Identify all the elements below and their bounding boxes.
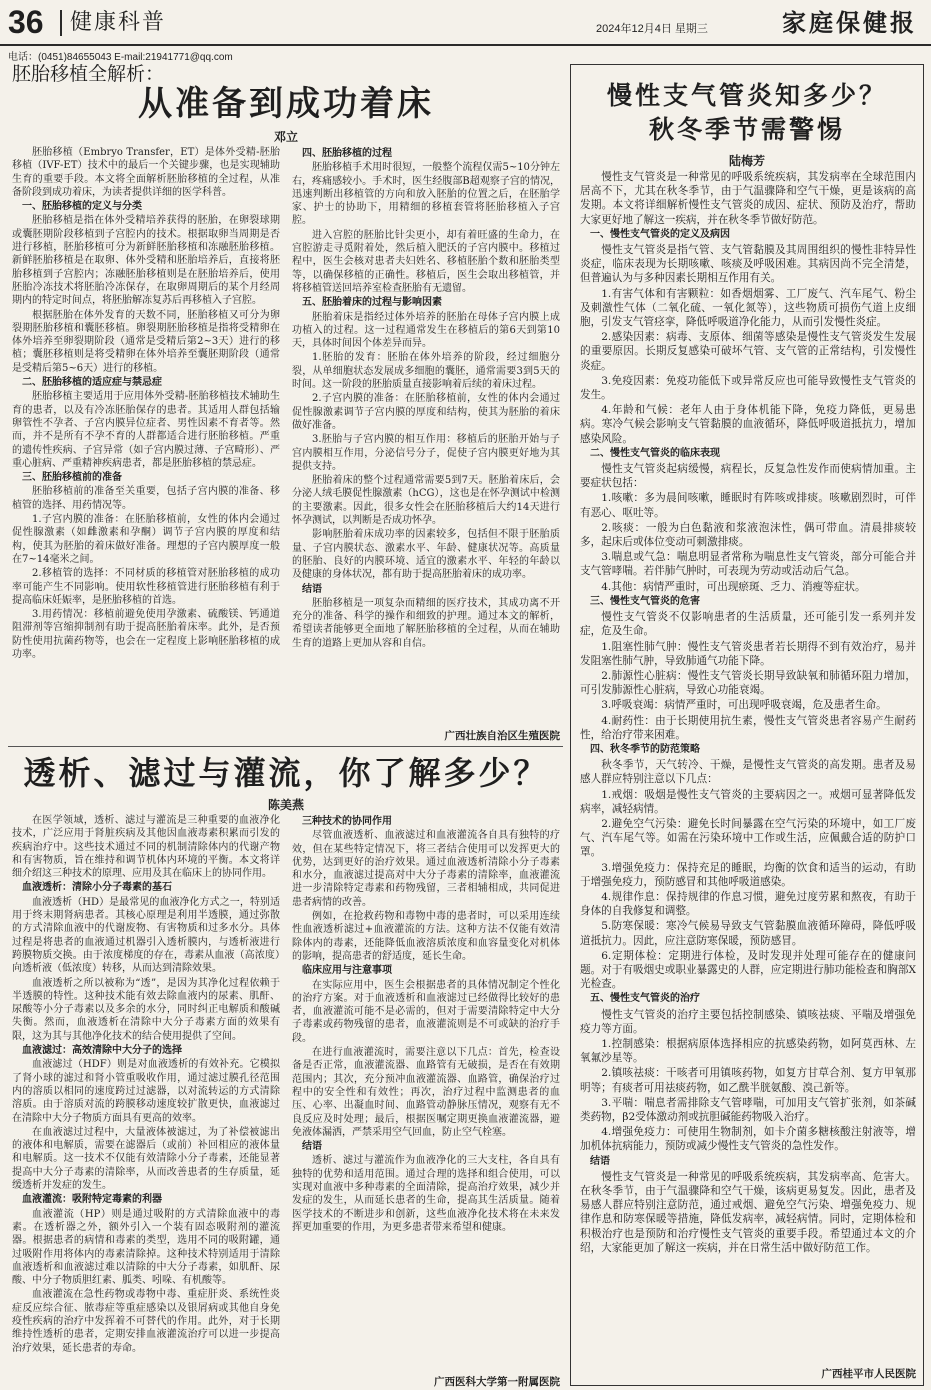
subhead: 一、胚胎移植的定义与分类 <box>22 201 142 213</box>
paragraph: 2.镇咳祛痰：干咳者可用镇咳药物，如复方甘草合剂、复方甲氧那明等；有痰者可用祛痰药物，如乙酰半胱氨酸、溴己新等。 <box>580 1067 916 1094</box>
page-number: 36 <box>8 4 44 40</box>
paragraph: 胚胎着床的整个过程通常需要5到7天。胚胎着床后，会分泌人绒毛膜促性腺激素（hCG），这也是在怀孕测试中检测的主要激素。因此，很多女性会在胚胎移植后大约14天进行怀孕测试，以判断是否成功怀孕。 <box>292 475 560 527</box>
paragraph: 3.喘息或气急：喘息明显者常称为喘息性支气管炎，部分可能合并支气管哮喘。若伴肺气肿时，可表现为劳动或活动后气急。 <box>580 551 916 578</box>
paragraph: 根据胚胎在体外发育的天数不同，胚胎移植又可分为卵裂期胚胎移植和囊胚移植。卵裂期胚胎移植是指将受精卵在体外培养至卵裂期阶段（通常是受精后第2~3天）进行的移植；囊胚移植则是将受精卵在体外培养至囊胚期阶段（通常是受精后第5~6天）进行的移植。 <box>12 309 280 374</box>
paragraph: 2.感染因素：病毒、支原体、细菌等感染是慢性支气管炎发生发展的重要原因。长期反复感染可破坏气管、支气管的正常结构，引发慢性炎症。 <box>580 331 916 372</box>
subhead: 二、胚胎移植的适应症与禁忌症 <box>22 377 162 389</box>
paragraph: 胚胎移植主要适用于应用体外受精-胚胎移植技术辅助生育的患者，以及有冷冻胚胎保存的患者。其适用人群包括输卵管性不孕者、子宫内膜异位症者、男性因素不育者等。然而，并不是所有不孕不育的人群都适合进行胚胎移植。严重的遗传性疾病、子宫异常（如子宫内膜过薄、子宫畸形）、严重心脏病、严重精神疾病患者，都是胚胎移植的禁忌症。 <box>12 391 280 469</box>
divider-rule <box>8 746 563 747</box>
paragraph: 血液灌流在急性药物或毒物中毒、重症肝炎、系统性炎症反应综合征、脓毒症等重症感染以及银屑病或其他自身免疫性疾病的治疗中发挥着不可替代的作用。此外，对于长期维持性透析的患者，定期安排血液灌流治疗可以进一步提高治疗效果，延长患者的寿命。 <box>12 1289 280 1354</box>
paragraph: 胚胎移植前的准备至关重要，包括子宫内膜的准备、移植管的选择、用药情况等。 <box>12 486 280 511</box>
paragraph: 1.戒烟：吸烟是慢性支气管炎的主要病因之一。戒烟可显著降低发病率，减轻病情。 <box>580 788 916 815</box>
paragraph: 尽管血液透析、血液滤过和血液灌流各自具有独特的疗效，但在某些特定情况下，将三者结合使用可以发挥更大的优势，达到更好的治疗效果。通过血液透析清除小分子毒素和水分，血液滤过提高对中大分子毒素的清除率，血液灌流进一步清除特定毒素和药物残留，三者相辅相成，共同促进患者病情的改善。 <box>292 830 560 908</box>
paragraph: 4.其他：病情严重时，可出现瘀斑、乏力、消瘦等症状。 <box>601 580 866 593</box>
article2-title: 透析、滤过与灌流，你了解多少？ <box>23 754 549 792</box>
article2-body <box>12 814 560 1374</box>
article1-title: 从准备到成功着床 <box>138 84 434 124</box>
article3-col <box>580 170 916 1362</box>
paragraph: 2.肺源性心脏病：慢性支气管炎长期导致缺氧和肺循环阻力增加，可引发肺源性心脏病，导致心功能衰竭。 <box>580 669 916 697</box>
paragraph: 4.年龄和气候：老年人由于身体机能下降，免疫力降低，更易患病。寒冷气候会影响支气管黏膜的血液循环，降低呼吸道抵抗力，增加感染风险。 <box>580 404 916 445</box>
paragraph: 3.平喘：喘息者需排除支气管哮喘，可加用支气管扩张剂，如茶碱类药物，β2受体激动剂或抗胆碱能药物吸入治疗。 <box>580 1096 916 1123</box>
paragraph: 慢性支气管炎的治疗主要包括控制感染、镇咳祛痰、平喘及增强免疫力等方面。 <box>580 1008 916 1035</box>
article1-kicker: 胚胎移植全解析： <box>12 63 165 85</box>
paragraph: 1.有害气体和有害颗粒：如香烟烟雾、工厂废气、汽车尾气、粉尘及刺激性气体（二氧化硫、一氧化氮等），这些物质可损伤气道上皮细胞，引发支气管痉挛，降低呼吸道净化能力，从而引发慢性炎症。 <box>580 287 916 329</box>
subhead: 血液透析：清除小分子毒素的基石 <box>22 882 172 894</box>
paragraph: 透析、滤过与灌流作为血液净化的三大支柱，各自具有独特的优势和适用范围。通过合理的选择和组合使用，可以实现对血液中多种毒素的全面清除，提高治疗效果，减少并发症的发生，从而延长患者的生命，提高其生活质量。随着医学技术的不断进步和创新，这些血液净化技术将在未来发挥更加重要的作用，为更多患者带来希望和健康。 <box>292 1155 560 1233</box>
weekday-text: 星期三 <box>674 23 708 35</box>
subhead: 三种技术的协同作用 <box>302 816 392 827</box>
paragraph: 例如，在抢救药物和毒物中毒的患者时，可以采用连续性血液透析滤过+血液灌流的方法。这种方法不仅能有效清除体内的毒素，还能降低血液溶质浓度和血容量变化对机体的影响，提高患者的舒适度，延长生命。 <box>292 911 560 962</box>
paragraph: 3.免疫因素：免疫功能低下或异常反应也可能导致慢性支气管炎的发生。 <box>580 374 916 402</box>
paragraph: 秋冬季节，天气转冷、干燥，是慢性支气管炎的高发期。患者及易感人群应特别注意以下几点： <box>580 759 916 786</box>
paper-name: 家庭保健报 <box>782 8 917 37</box>
subhead: 临床应用与注意事项 <box>302 965 392 977</box>
paragraph: 在实际应用中，医生会根据患者的具体情况制定个性化的治疗方案。对于血液透析和血液滤过已经做得比较好的患者，血液灌流可能不是必需的，但对于需要清除特定中大分子毒素或药物残留的患者，血液灌流则是不可或缺的治疗手段。 <box>292 979 560 1044</box>
paragraph: 影响胚胎着床成功率的因素较多，包括但不限于胚胎质量、子宫内膜状态、激素水平、年龄、健康状况等。高质量的胚胎、良好的内膜环境、适宜的激素水平、年轻的年龄以及健康的身体状况，都有助于提高胚胎着床的成功率。 <box>292 529 560 581</box>
article3-source: 广西桂平市人民医院 <box>821 1368 916 1380</box>
paragraph: 胚胎移植是一项复杂而精细的医疗技术，其成功离不开充分的准备、科学的操作和细致的护理。通过本文的解析，希望读者能够更全面地了解胚胎移植的全过程，从而在辅助生育的道路上更加从容和自信。 <box>292 597 560 649</box>
paragraph: 慢性支气管炎是一种常见的呼吸系统疾病，其发病率在全球范围内居高不下，尤其在秋冬季节，由于气温骤降和空气干燥，更是该病的高发期。本文将详细解析慢性支气管炎的成因、症状、预防及治疗，帮助大家更好地了解这一疾病，并在秋冬季节做好防范。 <box>580 171 916 226</box>
paragraph: 2.移植管的选择：不同材质的移植管对胚胎移植的成功率可能产生不同影响。使用软性移植管进行胚胎移植有利于提高临床妊娠率，是胚胎移植的首选。 <box>12 568 280 606</box>
subhead: 三、慢性支气管炎的危害 <box>590 595 700 607</box>
article1-body <box>12 146 560 724</box>
paragraph: 3.用药情况：移植前避免使用孕激素、硫酸镁、钙通道阻滞剂等宫缩抑制剂有助于提高胚胎着床率。此外，是否预防性使用抗菌药物等，也会在一定程度上影响胚胎移植的成功率。 <box>12 609 280 660</box>
masthead <box>0 0 931 46</box>
paragraph: 4.规律作息：保持规律的作息习惯，避免过度劳累和熬夜，有助于身体的自我修复和调整。 <box>580 890 916 918</box>
subhead: 血液滤过：高效清除中大分子的选择 <box>22 1045 182 1057</box>
paragraph: 胚胎移植是指在体外受精培养获得的胚胎，在卵裂球期或囊胚期阶段移植到子宫腔内的技术。根据取卵当周期是否进行移植，胚胎移植可分为新鲜胚胎移植和冻融胚胎移植。新鲜胚胎移植是在取卵、体外受精和胚胎培养后，直接将胚胎移植到子宫腔内；冻融胚胎移植则是在胚胎培养后，使用胚胎冷冻技术将胚胎冷冻保存，在取卵周期后的某个月经周期内的特定时间点，将胚胎解冻复苏后再移植入子宫腔。 <box>12 215 280 307</box>
paragraph: 2.咳痰：一般为白色黏液和浆液泡沫性，偶可带血。清晨排痰较多，起床后或体位变动可刺激排痰。 <box>580 521 916 549</box>
paragraph: 1.咳嗽：多为晨间咳嗽，睡眠时有阵咳或排痰。咳嗽剧烈时，可伴有恶心、呕吐等。 <box>580 492 916 519</box>
subhead: 三、胚胎移植前的准备 <box>22 472 122 484</box>
article1-col-left <box>12 146 280 724</box>
article3-title-line2: 秋冬季节需警惕 <box>648 115 845 144</box>
paragraph: 血液灌流（HP）则是通过吸附的方式清除血液中的毒素。在透析器之外，额外引入一个装有固态吸附剂的灌流器。根据患者的病情和毒素的类型，选用不同的吸附罐，通过吸附作用将体内的毒素清除掉。这种技术特别适用于清除血液透析和血液滤过难以清除的中大分子毒素，如肌酐、尿酸、中分子物质胆红素、胍类、吲哚、有机酸等。 <box>12 1208 280 1287</box>
paragraph: 在进行血液灌流时，需要注意以下几点：首先，检查设备是否正常，血液灌流器、血路管有无破损，是否在有效期范围内；其次，充分预冲血液灌流器、血路管，确保治疗过程中的安全性和有效性；再次，治疗过程中监测患者的血压、心率、出凝血时间、血路管动静脉压情况，观察有无不良反应及时处理；最后，根据医嘱定期更换血液灌流器，避免液体漏洒，严禁采用空气回血，防止空气栓塞。 <box>292 1047 560 1138</box>
issue-date <box>596 20 708 36</box>
paragraph: 6.定期体检：定期进行体检，及时发现并处理可能存在的健康问题。对于有吸烟史或职业暴露史的人群，应定期进行肺功能检查和胸部X光检查。 <box>580 949 916 991</box>
paragraph: 2.避免空气污染：避免长时间暴露在空气污染的环境中，如工厂废气、汽车尾气等。如需在污染环境中工作或生活，应佩戴合适的防护口罩。 <box>580 817 916 859</box>
paragraph: 慢性支气管炎是指气管、支气管黏膜及其周围组织的慢性非特异性炎症，临床表现为长期咳嗽、咳痰及呼吸困难。其病因尚不完全清楚，但普遍认为与多种因素长期相互作用有关。 <box>580 244 916 285</box>
paragraph: 3.胚胎与子宫内膜的相互作用：移植后的胚胎开始与子宫内膜相互作用，分泌信号分子，促使子宫内膜更好地为其提供支持。 <box>292 434 560 472</box>
contact-line: 电话：(0451)84655043 E-mail:21941771@qq.com <box>8 52 233 63</box>
paragraph: 进入宫腔的胚胎比针尖更小，却有着旺盛的生命力，在宫腔游走寻觅附着处，然后植入肥沃的子宫内膜中。移植过程中，医生会核对患者夫妇姓名、移植胚胎个数和胚胎类型等，以确保移植的正确性。移植后，医生会取出移植管，并将移植管送回培养室检查胚胎有无遗留。 <box>292 229 560 294</box>
paragraph: 胚胎移植（Embryo Transfer，ET）是体外受精-胚胎移植（IVF-ET）技术中的最后一个关键步骤，也是实现辅助生育的重要手段。本文将全面解析胚胎移植的全过程，从准备阶段到成功着床，为读者提供详细的医学科普。 <box>12 147 280 198</box>
subhead: 血液灌流：吸附特定毒素的利器 <box>22 1194 162 1206</box>
subhead: 结语 <box>302 583 322 595</box>
subhead: 一、慢性支气管炎的定义及病因 <box>590 228 730 240</box>
article3-title-line1: 慢性支气管炎知多少？ <box>606 81 887 110</box>
subhead: 二、慢性支气管炎的临床表现 <box>590 447 720 459</box>
subhead: 结语 <box>302 1141 322 1153</box>
section-name: 健康科普 <box>60 10 166 36</box>
subhead: 五、慢性支气管炎的治疗 <box>590 993 700 1005</box>
paragraph: 血液透析之所以被称为“透”，是因为其净化过程依赖于半透膜的特性。这种技术能有效去除血液内的尿素、肌酐、尿酸等小分子毒素以及多余的水分，同时纠正电解质和酸碱失衡。然而，血液透析在清除中大分子毒素方面的效果有限，这为其与其他净化技术的结合使用提供了空间。 <box>12 977 280 1042</box>
paragraph: 血液滤过（HDF）则是对血液透析的有效补充。它模拟了肾小球的滤过和肾小管重吸收作用，通过滤过膜孔径范围内的溶质以相同的速度跨过过滤器，以对流转运的方式清除溶质。由于溶质对流的跨膜移动速度较扩散更快，血液滤过在清除中大分子物质方面具有更高的效率。 <box>12 1059 280 1124</box>
paragraph: 4.增强免疫力：可使用生物制剂，如卡介菌多糖核酸注射液等，增加机体抗病能力，预防或减少慢性支气管炎的急性发作。 <box>580 1126 916 1153</box>
subhead: 结语 <box>590 1155 610 1167</box>
paragraph: 胚胎移植手术用时很短，一般整个流程仅需5~10分钟左右，疼痛感较小。手术时，医生经腹部B超观察子宫的情况，迅速判断出移植管的方向和放入胚胎的位置之后，在胚胎学家、护士的协助下，用精细的移植套管将胚胎移植入子宫腔。 <box>292 162 560 227</box>
paragraph: 4.耐药性：由于长期使用抗生素，慢性支气管炎患者容易产生耐药性，给治疗带来困难。 <box>580 714 916 741</box>
article2-source: 广西医科大学第一附属医院 <box>434 1376 560 1388</box>
subhead: 五、胚胎着床的过程与影响因素 <box>302 297 442 309</box>
date-text: 2024年12月4日 <box>596 23 672 35</box>
paragraph: 1.控制感染：根据病原体选择相应的抗感染药物，如阿莫西林、左氧氟沙星等。 <box>580 1037 916 1065</box>
paragraph: 2.子宫内膜的准备：在胚胎移植前，女性的体内会通过促性腺激素调节子宫内膜的厚度和结构，使其为胚胎的着床做好准备。 <box>292 393 560 431</box>
subhead: 四、秋冬季节的防范策略 <box>590 743 700 755</box>
paragraph: 胚胎着床是指经过体外培养的胚胎在母体子宫内膜上成功植入的过程。这一过程通常发生在移植后的第6天到第10天，具体时间因个体差异而异。 <box>292 311 560 350</box>
paragraph: 慢性支气管炎不仅影响患者的生活质量，还可能引发一系列并发症，危及生命。 <box>580 611 916 638</box>
paragraph: 慢性支气管炎是一种常见的呼吸系统疾病，其发病率高、危害大。在秋冬季节，由于气温骤降和空气干燥，该病更易复发。因此，患者及易感人群应特别注意防范，通过戒烟、避免空气污染、增强免疫力、规律作息和防寒保暖等措施，降低发病率，减轻病情。同时，定期体检和积极治疗也是预防和治疗慢性支气管炎的重要手段。希望通过本文的介绍，大家能更加了解这一疾病，并在日常生活中做好防范工作。 <box>580 1170 916 1254</box>
paragraph: 在血液滤过过程中，大量液体被滤过，为了补偿被滤出的液体和电解质，需要在滤器后（或前）补回相应的液体量和电解质。这一技术不仅能有效清除小分子毒素，还能显著提高中大分子毒素的清除率，从而改善患者的生存质量，延缓透析并发症的发生。 <box>12 1126 280 1192</box>
subhead: 四、胚胎移植的过程 <box>302 148 392 159</box>
article3-body <box>580 170 916 1362</box>
paragraph: 在医学领域，透析、滤过与灌流是三种重要的血液净化技术，广泛应用于肾脏疾病及其他因血液毒素积累而引发的疾病治疗中。这些技术通过不同的机制清除体内的代谢产物和有害物质，旨在维持和调节机体内环境的平衡。本文将详细介绍这三种技术的原理、应用及其在临床上的协同作用。 <box>12 815 280 880</box>
paragraph: 1.阻塞性肺气肿：慢性支气管炎患者若长期得不到有效治疗，易并发阻塞性肺气肿，导致肺通气功能下降。 <box>580 640 916 667</box>
paragraph: 血液透析（HD）是最常见的血液净化方式之一，特别适用于终末期肾病患者。其核心原理是利用半透膜，通过弥散的方式清除血液中的代谢废物、有害物质和过多水分。具体过程是将患者的血液通过机器引入透析膜内，与透析液进行跨膜物质交换。由于浓度梯度的存在，毒素从血液（高浓度）向透析液（低浓度）转移，从而达到清除效果。 <box>12 896 280 975</box>
article2-col-right <box>292 814 560 1374</box>
article1-col-right <box>292 146 560 724</box>
paragraph: 3.增强免疫力：保持充足的睡眠，均衡的饮食和适当的运动，有助于增强免疫力，预防感冒和其他呼吸道感染。 <box>580 861 916 888</box>
article1-source: 广西壮族自治区生殖医院 <box>444 730 560 742</box>
article2-author: 陈美燕 <box>267 798 304 812</box>
paragraph: 3.呼吸衰竭：病情严重时，可出现呼吸衰竭，危及患者生命。 <box>601 699 887 712</box>
paragraph: 1.胚胎的发育：胚胎在体外培养的阶段，经过细胞分裂，从单细胞状态发展成多细胞的囊胚，通常需要3到5天的时间。这一阶段的胚胎质量直接影响着后续的着床过程。 <box>292 352 560 391</box>
paragraph: 5.防寒保暖：寒冷气候易导致支气管黏膜血液循环障碍，降低呼吸道抵抗力。因此，应注意防寒保暖，预防感冒。 <box>580 920 916 947</box>
article3-author: 陆梅芳 <box>728 154 765 168</box>
paragraph: 1.子宫内膜的准备：在胚胎移植前，女性的体内会通过促性腺激素（如雌激素和孕酮）调节子宫内膜的厚度和结构，使其为胚胎的着床做好准备。理想的子宫内膜厚度一般在7~14毫米之间。 <box>12 514 280 565</box>
paragraph: 慢性支气管炎起病缓慢，病程长，反复急性发作而使病情加重。主要症状包括： <box>580 463 916 490</box>
article1-author: 邓立 <box>273 130 298 144</box>
article2-col-left <box>12 814 280 1374</box>
